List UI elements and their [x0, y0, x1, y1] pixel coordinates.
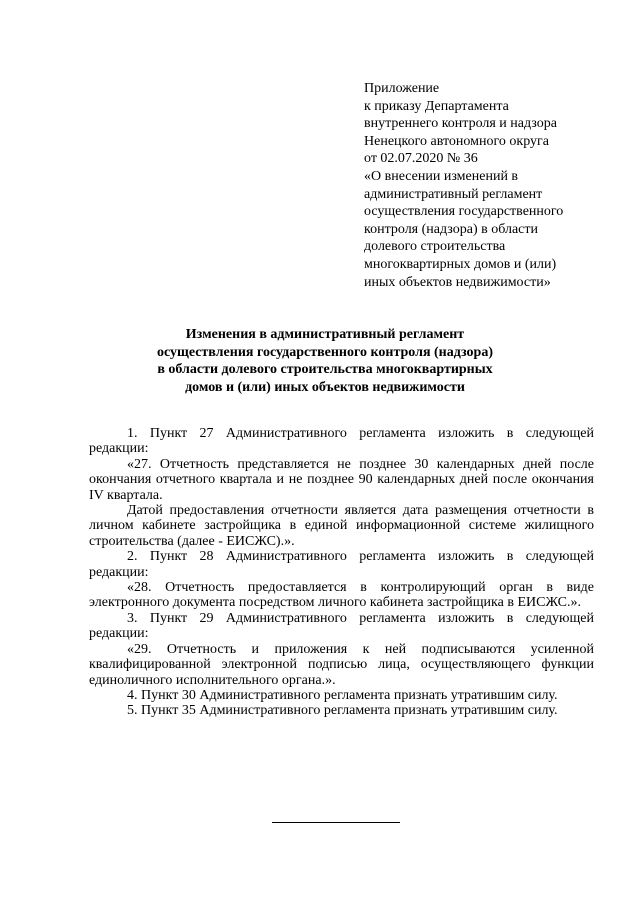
appendix-line: административный регламент	[364, 186, 543, 202]
appendix-line: осуществления государственного	[364, 204, 564, 220]
paragraph-item-4: 4. Пункт 30 Административного регламента признать утратившим силу.	[127, 687, 558, 703]
appendix-line: многоквартирных домов и (или)	[364, 256, 557, 272]
paragraph-item-3: 3. Пункт 29 Административного регламента изложить в следующей редакции:	[89, 610, 594, 642]
paragraph-quote-28: «28. Отчетность предоставляется в контролирующий орган в виде электронного документа посредством личного кабинета застройщика в ЕИСЖС.».	[89, 580, 594, 611]
paragraph-item-1: 1. Пункт 27 Административного регламента изложить в следующей редакции:	[89, 426, 594, 457]
appendix-line: к приказу Департамента	[364, 98, 509, 114]
title-line: осуществления государственного контроля (надзора)	[156, 344, 493, 360]
title-line: домов и (или) иных объектов недвижимости	[185, 379, 465, 395]
appendix-line: «О внесении изменений в	[364, 168, 519, 184]
appendix-block	[364, 80, 614, 291]
appendix-line: внутреннего контроля и надзора	[364, 116, 557, 132]
appendix-line: иных объектов недвижимости»	[364, 274, 551, 290]
paragraph-quote-27-cont: Датой предоставления отчетности является дата размещения отчетности в личном кабинете застройщика в единой информационной системе жилищного строительства (далее - ЕИСЖС).».	[89, 503, 594, 549]
title-line: Изменения в административный регламент	[185, 327, 465, 342]
closing-divider	[272, 822, 400, 823]
paragraph-item-2: 2. Пункт 28 Административного регламента изложить в следующей редакции:	[89, 549, 594, 580]
appendix-line: Ненецкого автономного округа	[364, 133, 549, 149]
title-line: в области долевого строительства многоквартирных	[157, 362, 493, 378]
paragraph-quote-27: «27. Отчетность представляется не позднее 30 календарных дней после окончания отчетного квартала и не позднее 90 календарных дней после окончания IV квартала.	[89, 456, 594, 503]
appendix-line: контроля (надзора) в области	[364, 221, 539, 237]
paragraph-item-5: 5. Пункт 35 Административного регламента признать утратившим силу.	[127, 703, 558, 719]
appendix-line: долевого строительства	[364, 239, 506, 255]
paragraph-quote-29: «29. Отчетность и приложения к ней подписываются усиленной квалифицированной электронной подписью лица, осуществляющего функции единоличного исполнительного органа.».	[89, 641, 594, 688]
appendix-line: от 02.07.2020 № 36	[364, 151, 478, 167]
document-body	[89, 426, 594, 719]
appendix-line: Приложение	[364, 81, 440, 96]
document-title	[60, 326, 590, 396]
